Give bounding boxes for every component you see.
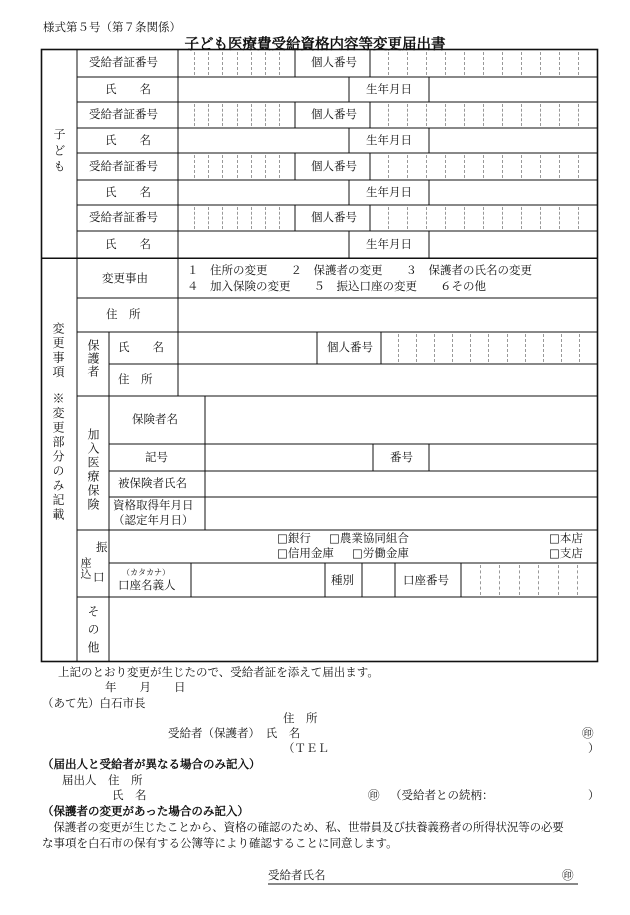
account-holder-label: 口座名義人 (118, 578, 176, 592)
page-title: 子ども医療費受給資格内容等変更届出書 (184, 37, 446, 53)
statement: 上記のとおり変更が生じたので、受給者証を添えて届出ます。 (58, 665, 379, 679)
guardian-mynumber-boxes[interactable] (381, 334, 597, 362)
cert-number-boxes[interactable] (181, 104, 293, 126)
cert-number-label: 受給者証番号 (89, 210, 158, 224)
cert-number-boxes[interactable] (181, 52, 293, 75)
addressee: （あて先）白石市長 (42, 696, 146, 710)
seal-icon: ㊞ (368, 788, 380, 802)
mynumber-label: 個人番号 (311, 210, 357, 224)
guardian-label: 保護者 (86, 339, 100, 378)
relation-close: ） (588, 788, 600, 802)
consent-line1: 保護者の変更が生じたことから、資格の確認のため、私、世帯員及び扶養義務者の所得状況等の必要 (42, 820, 564, 834)
insurance-label: 加入医療保険 (86, 428, 100, 512)
guardian-change-heading: （保護者の変更があった場合のみ記入） (42, 804, 249, 818)
kana-note: （カタカナ） (122, 568, 170, 577)
child-section-label: 子ども (52, 128, 66, 176)
cert-number-label: 受給者証番号 (89, 159, 158, 173)
mynumber-boxes[interactable] (370, 155, 597, 178)
cert-number-label: 受給者証番号 (89, 55, 158, 69)
notifier-address-label: 届出人 住 所 (62, 773, 143, 787)
relation-open: （受給者との続柄： (390, 788, 494, 802)
dob-label: 生年月日 (366, 237, 412, 251)
name-label: 氏 名 (105, 133, 151, 147)
seal-icon: ㊞ (582, 726, 594, 740)
bank-label-top: 振 (96, 540, 108, 554)
dob-label: 生年月日 (366, 133, 412, 147)
head-office-option[interactable]: □本店 (549, 531, 583, 545)
mynumber-boxes[interactable] (370, 104, 597, 126)
insured-name-label: 被保険者氏名 (118, 476, 187, 490)
rodo-option[interactable]: □労働金庫 (352, 546, 409, 560)
tel-open: （ＴＥＬ (283, 741, 329, 755)
symbol-label: 記号 (145, 450, 168, 464)
form-number: 様式第５号（第７条関係） (43, 20, 181, 34)
change-reason-label: 変更事由 (102, 271, 148, 285)
date-line[interactable]: 年 月 日 (105, 680, 186, 694)
notifier-heading: （届出人と受給者が異なる場合のみ記入） (42, 757, 261, 771)
notifier-name-label: 氏 名 (112, 788, 147, 802)
applicant-name-label: 受給者（保護者） 氏 名 (168, 726, 301, 740)
name-label: 氏 名 (105, 185, 151, 199)
dob-label: 生年月日 (366, 185, 412, 199)
name-label: 氏 名 (105, 82, 151, 96)
signature-label: 受給者氏名 (268, 868, 326, 882)
insurer-name-label: 保険者名 (132, 412, 178, 426)
mynumber-label: 個人番号 (311, 159, 357, 173)
acquired-date-label: 資格取得年月日 (113, 498, 194, 512)
branch-option[interactable]: □支店 (549, 546, 583, 560)
applicant-address-label: 住 所 (283, 711, 318, 725)
dob-label: 生年月日 (366, 82, 412, 96)
agri-coop-option[interactable]: □農業協同組合 (329, 531, 409, 545)
cert-number-boxes[interactable] (181, 207, 293, 229)
shinyo-option[interactable]: □信用金庫 (277, 546, 334, 560)
name-label: 氏 名 (105, 237, 151, 251)
mynumber-boxes[interactable] (370, 207, 597, 229)
seal-icon: ㊞ (562, 868, 574, 882)
mynumber-label: 個人番号 (311, 55, 357, 69)
other-label: その他 (86, 605, 100, 659)
guardian-mynumber-label: 個人番号 (327, 340, 373, 354)
number-label: 番号 (390, 450, 413, 464)
mynumber-boxes[interactable] (370, 52, 597, 75)
bank-option[interactable]: □銀行 (277, 531, 311, 545)
change-reasons-line1[interactable]: １ 住所の変更 ２ 保護者の変更 ３ 保護者の氏名の変更 (187, 263, 532, 277)
account-number-boxes[interactable] (461, 565, 597, 595)
change-section-label: 変更事項※変更部分のみ記載 (51, 322, 65, 523)
cert-number-boxes[interactable] (181, 155, 293, 178)
guardian-address-label: 住 所 (118, 372, 153, 386)
account-number-label: 口座番号 (403, 573, 449, 587)
bank-label-col: 座込 (79, 557, 92, 579)
consent-line2: な事項を白石市の保有する公簿等により確認することに同意します。 (42, 836, 398, 850)
guardian-name-label: 氏 名 (118, 340, 164, 354)
mynumber-label: 個人番号 (311, 107, 357, 121)
bank-label-kou: 口 (93, 570, 105, 584)
tel-close: ） (588, 741, 600, 755)
change-reasons-line2[interactable]: ４ 加入保険の変更 ５ 振込口座の変更 ６その他 (187, 279, 486, 293)
address-label: 住 所 (106, 307, 141, 321)
account-type-label: 種別 (331, 573, 354, 587)
cert-number-label: 受給者証番号 (89, 107, 158, 121)
acquired-date-sublabel: （認定年月日） (113, 513, 194, 527)
